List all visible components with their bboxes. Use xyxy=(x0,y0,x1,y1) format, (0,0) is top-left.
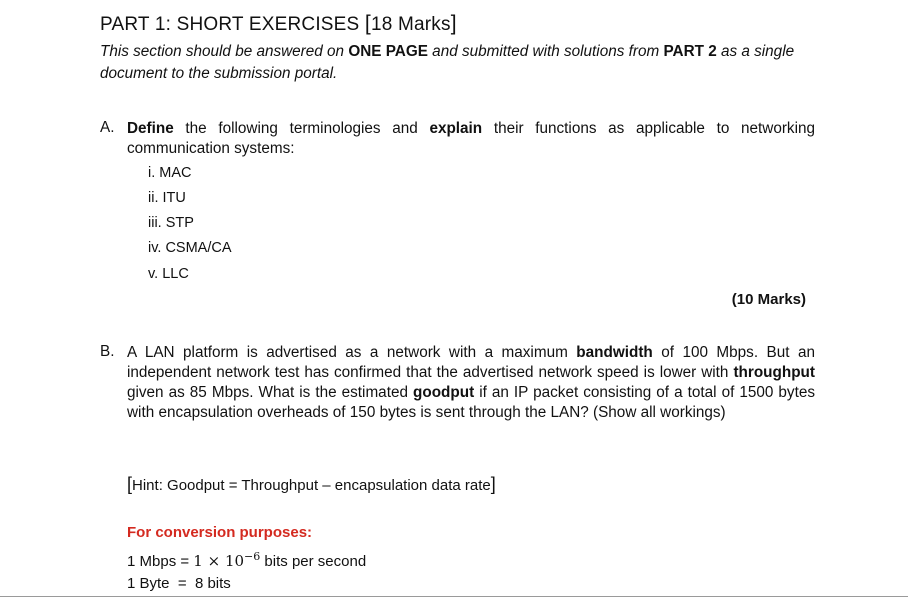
conversion-byte-line: 1 Byte = 8 bits xyxy=(127,575,231,592)
hint-open-bracket: [ xyxy=(127,474,133,494)
marks-open-bracket: [ xyxy=(364,12,371,35)
question-a-letter: A. xyxy=(100,119,115,136)
question-b-keyword-bandwidth: bandwidth xyxy=(576,344,653,361)
page-bottom-rule xyxy=(0,596,908,597)
conversion-mbps-prefix: 1 Mbps = xyxy=(127,553,194,570)
question-b-keyword-goodput: goodput xyxy=(413,384,475,401)
term-item-csma-ca: iv. CSMA/CA xyxy=(148,240,232,256)
instructions-text-2: and submitted with solutions from xyxy=(427,43,664,60)
question-b-text-1: A LAN platform is advertised as a network with a maximum xyxy=(127,344,577,361)
conversion-mbps-exponent: −6 xyxy=(244,550,261,563)
term-item-mac: i. MAC xyxy=(148,165,192,181)
hint-text: Hint: Goodput = Throughput – encapsulation data rate xyxy=(132,477,491,494)
section-title xyxy=(100,12,457,36)
question-b-text-3: given as 85 Mbps. What is the estimated xyxy=(127,384,413,401)
question-a-marks: (10 Marks) xyxy=(731,291,806,308)
instructions-emphasis-2: PART 2 xyxy=(663,43,717,60)
question-b-text-2: of 100 Mbps. But an independent network test has confirmed that the advertised network speed is lower with xyxy=(127,344,815,381)
section-total-marks: 18 Marks xyxy=(370,14,451,35)
instructions-emphasis-1: ONE PAGE xyxy=(348,43,428,60)
term-item-itu: ii. ITU xyxy=(148,190,186,206)
question-a-text-2: their functions as applicable to networking communication systems: xyxy=(127,120,815,157)
question-b-letter: B. xyxy=(100,343,115,360)
question-a-keyword-define: Define xyxy=(127,120,174,137)
conversion-mbps-math: 1 × 10 xyxy=(193,552,245,570)
conversion-mbps-suffix: bits per second xyxy=(260,553,367,570)
section-title-text: PART 1: SHORT EXERCISES xyxy=(100,14,360,35)
instructions-text-1: This section should be answered on xyxy=(100,43,349,60)
question-a-keyword-explain: explain xyxy=(429,120,483,137)
question-a-text-1: the following terminologies and xyxy=(173,120,430,137)
conversion-mbps-line xyxy=(127,550,366,570)
term-item-llc: v. LLC xyxy=(148,266,189,282)
hint-close-bracket: ] xyxy=(490,474,496,494)
instructions-text-3: as a single document to the submission portal. xyxy=(100,43,795,82)
section-instructions xyxy=(100,41,820,85)
conversion-heading: For conversion purposes: xyxy=(127,524,313,541)
question-b-hint xyxy=(127,474,496,495)
question-b-text-4: if an IP packet consisting of a total of 1500 bytes with encapsulation overheads of 150 bytes is sent through the LAN? (Show all workings) xyxy=(127,384,815,421)
marks-close-bracket: ] xyxy=(450,12,457,35)
question-b-keyword-throughput: throughput xyxy=(733,364,815,381)
question-b-text xyxy=(127,343,815,423)
question-a-text xyxy=(127,119,815,159)
term-item-stp: iii. STP xyxy=(148,215,194,231)
